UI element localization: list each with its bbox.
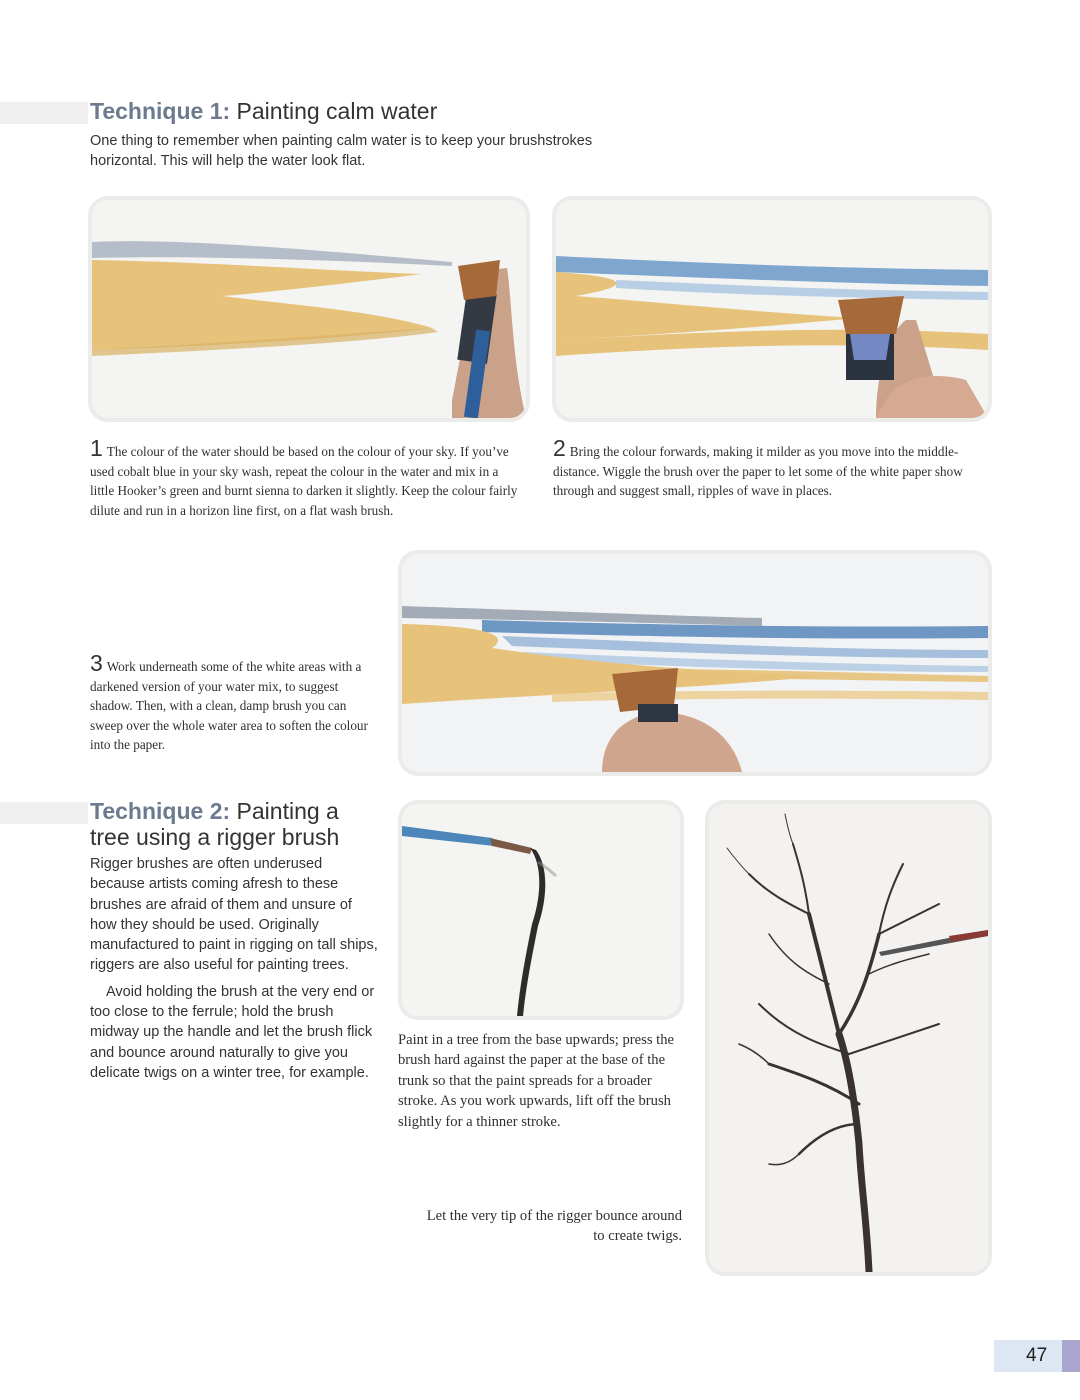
heading-band-2 [0, 802, 88, 824]
photo-step-3 [402, 554, 988, 772]
technique-2-label: Technique 2: [90, 798, 231, 824]
page-number: 47 [1026, 1345, 1048, 1366]
beach-painting-2-icon [556, 200, 988, 418]
winter-tree-icon [709, 804, 988, 1272]
technique-2-paragraph-2: Avoid holding the brush at the very end or too close to the ferrule; hold the brush midway up the handle and let the brush flick and bounce around naturally to give you delicate twigs on a winter tree, for example. [90, 983, 375, 1081]
technique-1-label: Technique 1: [90, 98, 231, 124]
caption-step-3 [90, 650, 375, 755]
page-number-tab [994, 1340, 1080, 1372]
caption-step-1 [90, 435, 520, 520]
step-2-text: Bring the colour forwards, making it milder as you move into the middle-distance. Wiggle the brush over the paper to let some of the white paper show through and suggest small, ripples of wave in places. [553, 444, 963, 499]
caption-step-2 [553, 435, 989, 501]
photo-step-2 [556, 200, 988, 418]
photo-tree [709, 804, 988, 1272]
heading-band [0, 102, 88, 124]
beach-painting-3-icon [402, 554, 988, 772]
step-3-number: 3 [90, 650, 103, 676]
technique-2-body [90, 854, 380, 1083]
step-3-text: Work underneath some of the white areas with a darkened version of your water mix, to suggest shadow. Then, with a clean, damp brush you can sweep over the whole water area to soften the colour into the paper. [90, 659, 368, 753]
rigger-stroke-icon [402, 804, 680, 1016]
technique-2-title-line2: tree using a rigger brush [90, 824, 340, 850]
photo-step-1 [92, 200, 526, 418]
photo-rigger-stroke [402, 804, 680, 1016]
technique-1-title: Painting calm water [230, 98, 438, 124]
technique-1-heading [90, 98, 437, 124]
step-1-number: 1 [90, 435, 103, 461]
page-tab-bar [1062, 1340, 1080, 1372]
technique-1-intro: One thing to remember when painting calm water is to keep your brushstrokes horizontal. This will help the water look flat. [90, 133, 593, 169]
step-1-text: The colour of the water should be based on the colour of your sky. If you’ve used cobalt blue in your sky wash, repeat the colour in the water and mix in a little Hooker’s green and burnt sienna to darken it slightly. Keep the colour fairly dilute and run in a horizon line first, on a flat wash brush. [90, 444, 518, 518]
step-2-number: 2 [553, 435, 566, 461]
technique-2-heading [90, 798, 339, 850]
technique-2-paragraph-1: Rigger brushes are often underused because artists coming afresh to these brushes are afraid of them and unsure of how they should be used. Originally manufactured to paint in rigging on tall ships, riggers are also useful for painting trees. [90, 856, 378, 974]
technique-2-title-line1: Painting a [230, 798, 339, 824]
beach-painting-1-icon [92, 200, 526, 418]
caption-trunk: Paint in a tree from the base upwards; press the brush hard against the paper at the base of the trunk so that the paint spreads for a broader stroke. As you work upwards, lift off the brush slightly for a thinner stroke. [398, 1032, 674, 1130]
caption-twigs: Let the very tip of the rigger bounce around to create twigs. [426, 1208, 682, 1245]
